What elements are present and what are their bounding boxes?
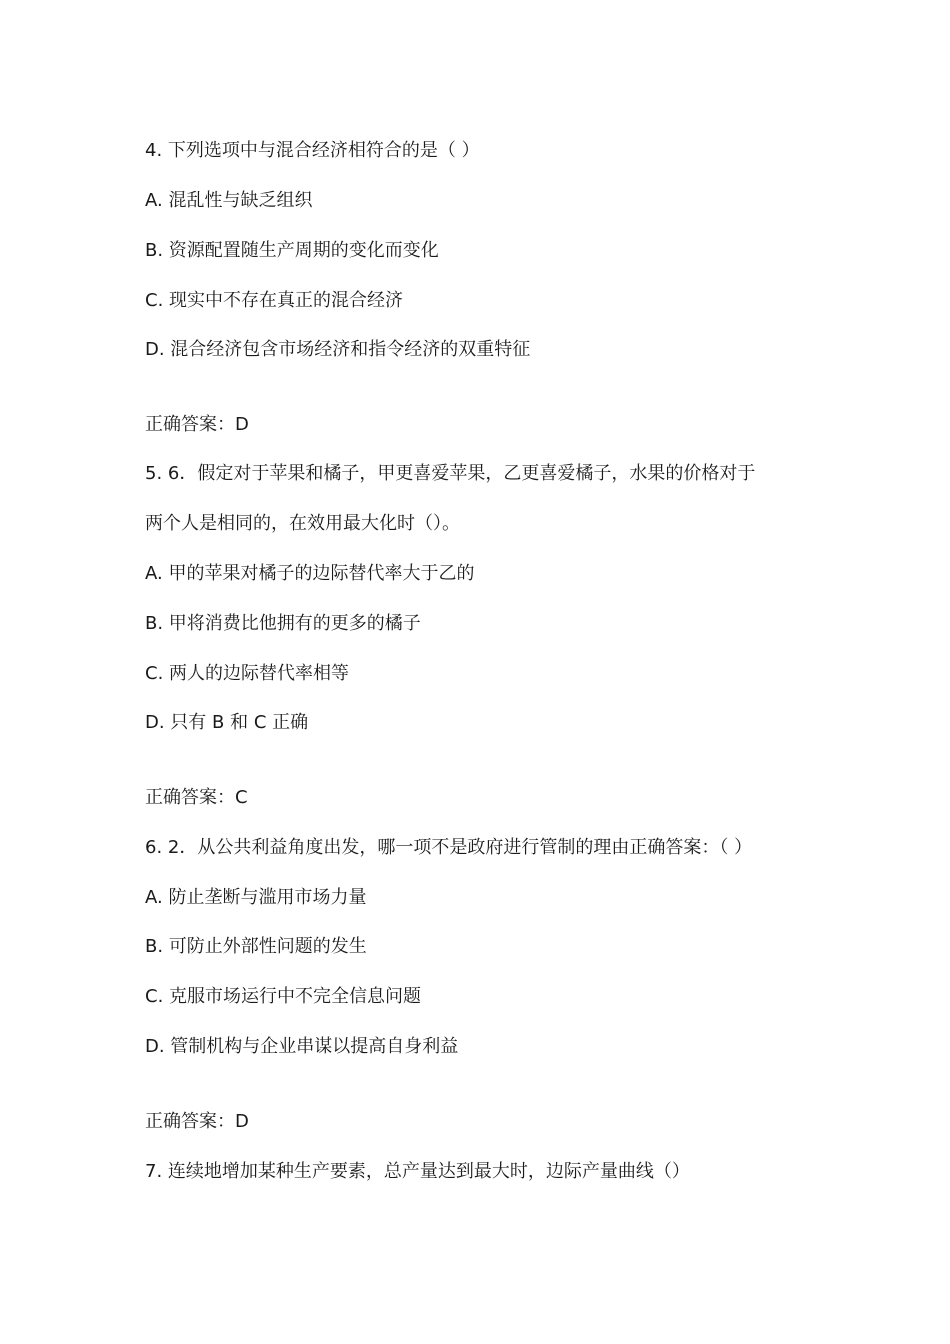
question-6-option-c: C. 克服市场运行中不完全信息问题 — [145, 986, 422, 1007]
question-6-answer: 正确答案：D — [145, 1111, 249, 1132]
question-4-option-b: B. 资源配置随生产周期的变化而变化 — [145, 240, 439, 261]
question-5-option-a: A. 甲的苹果对橘子的边际替代率大于乙的 — [145, 563, 475, 584]
question-5-line-1: 5. 6．假定对于苹果和橘子，甲更喜爱苹果，乙更喜爱橘子，水果的价格对于 — [145, 463, 756, 484]
question-5-line-2: 两个人是相同的，在效用最大化时（）。 — [145, 513, 460, 534]
question-5-option-d: D. 只有 B 和 C 正确 — [145, 712, 309, 733]
question-4-option-d: D. 混合经济包含市场经济和指令经济的双重特征 — [145, 339, 531, 360]
question-6-option-a: A. 防止垄断与滥用市场力量 — [145, 887, 367, 908]
question-4: 4. 下列选项中与混合经济相符合的是（ ） — [145, 140, 480, 161]
question-6-option-b: B. 可防止外部性问题的发生 — [145, 936, 367, 957]
question-5-option-c: C. 两人的边际替代率相等 — [145, 663, 350, 684]
question-5-option-b: B. 甲将消费比他拥有的更多的橘子 — [145, 613, 421, 634]
question-4-option-c: C. 现实中不存在真正的混合经济 — [145, 290, 404, 311]
question-6-option-d: D. 管制机构与企业串谋以提高自身利益 — [145, 1036, 459, 1057]
question-4-option-a: A. 混乱性与缺乏组织 — [145, 190, 313, 211]
question-5-answer: 正确答案：C — [145, 787, 248, 808]
question-6: 6. 2．从公共利益角度出发，哪一项不是政府进行管制的理由正确答案：（ ） — [145, 837, 753, 858]
question-4-answer: 正确答案：D — [145, 414, 249, 435]
question-7: 7. 连续地增加某种生产要素，总产量达到最大时，边际产量曲线（） — [145, 1161, 690, 1182]
